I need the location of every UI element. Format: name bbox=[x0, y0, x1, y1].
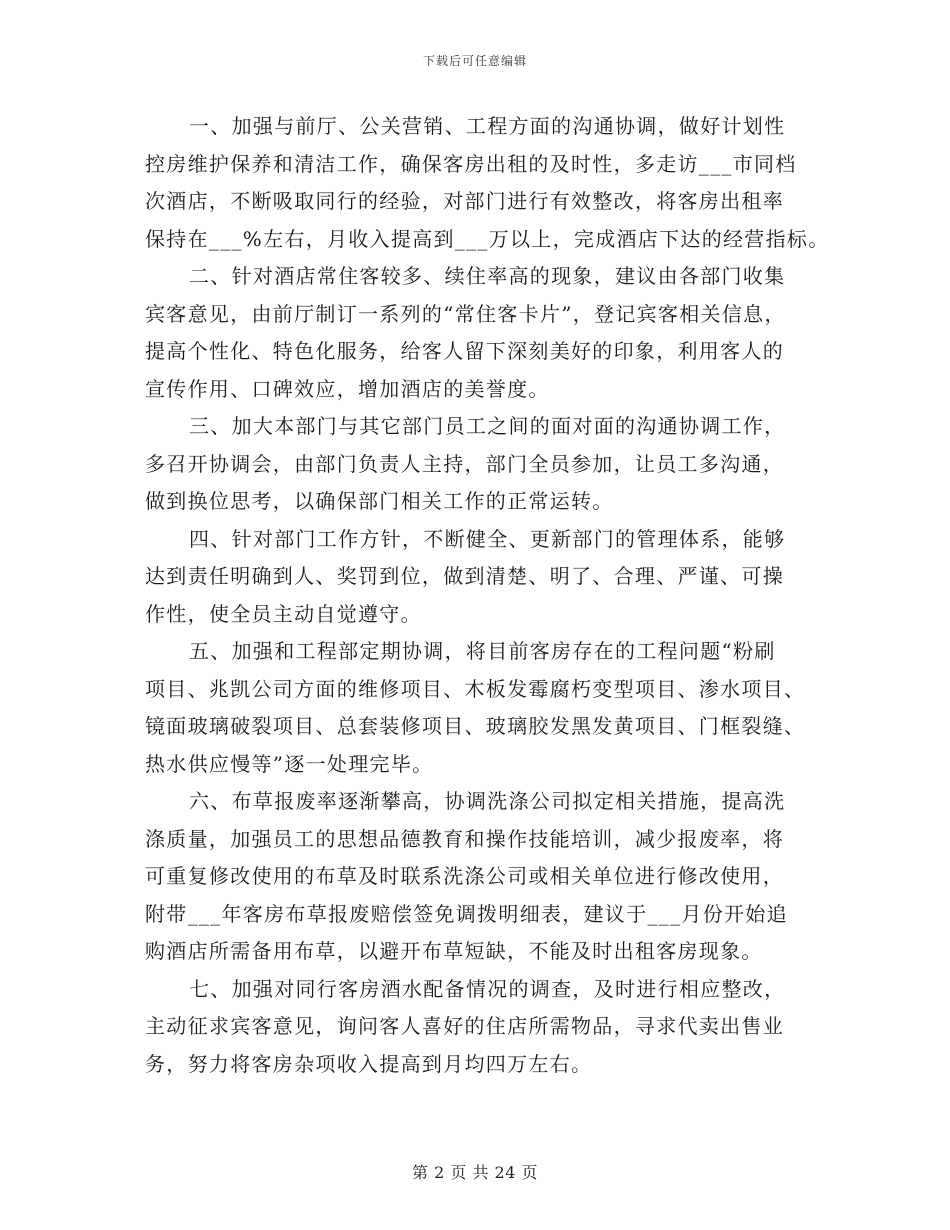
paragraph-line: 达到责任明确到人、奖罚到位，做到清楚、明了、合理、严谨、可操 bbox=[145, 564, 784, 588]
paragraph-line: 可重复修改使用的布草及时联系洗涤公司或相关单位进行修改使用， bbox=[145, 864, 784, 888]
paragraph-line: 多召开协调会，由部门负责人主持，部门全员参加，让员工多沟通， bbox=[145, 451, 784, 476]
paragraph-line: 七、加强对同行客房酒水配备情况的调查，及时进行相应整改， bbox=[189, 976, 786, 1001]
paragraph-line: 三、加大本部门与其它部门员工之间的面对面的沟通协调工作， bbox=[189, 414, 786, 438]
paragraph-line: 务，努力将客房杂项收入提高到月均四万左右。 bbox=[145, 1051, 593, 1076]
paragraph-2 bbox=[145, 258, 815, 408]
paragraph-7 bbox=[145, 971, 815, 1084]
document-body bbox=[145, 108, 830, 1083]
paragraph-line: 二、针对酒店常住客较多、续住率高的现象，建议由各部门收集 bbox=[189, 264, 786, 288]
paragraph-line: 保持在___%左右，月收入提高到___万以上，完成酒店下达的经营指标。 bbox=[145, 226, 830, 251]
paragraph-line: 五、加强和工程部定期协调，将目前客房存在的工程问题“粉刷 bbox=[189, 639, 776, 663]
page-header: 下载后可任意编辑 bbox=[422, 54, 527, 68]
paragraph-line: 购酒店所需备用布草，以避开布草短缺，不能及时出租客房现象。 bbox=[145, 939, 763, 963]
paragraph-line: 镜面玻璃破裂项目、总套装修项目、玻璃胶发黑发黄项目、门框裂缝、 bbox=[145, 714, 806, 738]
page-number: 第 2 页 共 24 页 bbox=[412, 1163, 538, 1182]
paragraph-line: 提高个性化、特色化服务，给客人留下深刻美好的印象，利用客人的 bbox=[145, 339, 784, 363]
paragraph-line: 宾客意见，由前厅制订一系列的“常住客卡片”，登记宾客相关信息， bbox=[145, 301, 786, 326]
paragraph-line: 做到换位思考，以确保部门相关工作的正常运转。 bbox=[145, 489, 614, 513]
paragraph-line: 六、布草报废率逐渐攀高，协调洗涤公司拟定相关措施，提高洗 bbox=[189, 789, 786, 813]
paragraph-line: 四、针对部门工作方针，不断健全、更新部门的管理体系，能够 bbox=[189, 526, 786, 551]
paragraph-3 bbox=[145, 408, 815, 521]
paragraph-line: 次酒店，不断吸取同行的经验，对部门进行有效整改，将客房出租率 bbox=[145, 189, 784, 213]
paragraph-line: 涤质量，加强员工的思想品德教育和操作技能培训，减少报废率，将 bbox=[145, 826, 784, 851]
paragraph-line: 宣传作用、口碑效应，增加酒店的美誉度。 bbox=[145, 376, 550, 401]
paragraph-4 bbox=[145, 521, 815, 634]
paragraph-line: 控房维护保养和清洁工作，确保客房出租的及时性，多走访___市同档 bbox=[145, 151, 797, 176]
paragraph-1 bbox=[145, 108, 830, 258]
paragraph-line: 热水供应慢等”逐一处理完毕。 bbox=[145, 751, 434, 776]
paragraph-line: 一、加强与前厅、公关营销、工程方面的沟通协调，做好计划性 bbox=[189, 114, 786, 138]
paragraph-line: 主动征求宾客意见，询问客人喜好的住店所需物品，寻求代卖出售业 bbox=[145, 1014, 784, 1038]
paragraph-line: 附带___年客房布草报废赔偿签免调拨明细表，建议于___月份开始追 bbox=[145, 901, 788, 926]
paragraph-5 bbox=[145, 633, 815, 783]
paragraph-6 bbox=[145, 783, 815, 971]
paragraph-line: 项目、兆凯公司方面的维修项目、木板发霉腐朽变型项目、渗水项目、 bbox=[145, 676, 806, 701]
paragraph-line: 作性，使全员主动自觉遵守。 bbox=[145, 601, 422, 626]
